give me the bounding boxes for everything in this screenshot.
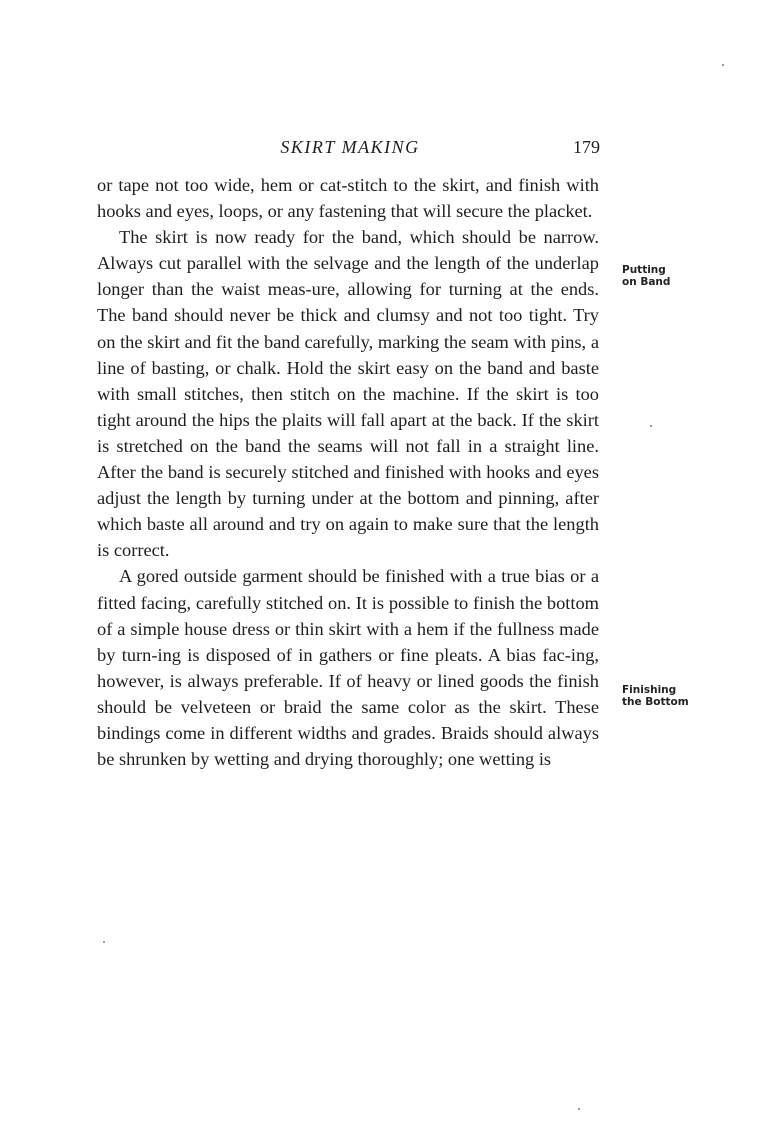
body-text	[97, 172, 599, 772]
paragraph-bottom: A gored outside garment should be finished with a true bias or a fitted facing, carefully stitched on. It is possible to finish the bottom of a simple house dress or thin skirt with a hem if the fullness made by turn-ing is disposed of in gathers or fine pleats. A bias fac-ing, however, is always preferable. If of heavy or lined goods the finish should be velveteen or braid the same color as the skirt. These bindings come in different widths and grades. Braids should always be shrunken by wetting and drying thoroughly; one wetting is	[97, 566, 599, 770]
margin-note-line: the Bottom	[622, 696, 689, 708]
chapter-title: SKIRT MAKING	[280, 137, 420, 157]
margin-note-line: on Band	[622, 276, 671, 288]
margin-note-line: Putting	[622, 264, 666, 276]
page-number: 179	[573, 137, 600, 157]
margin-note-finishing-the-bottom	[622, 684, 732, 708]
paragraph-placket: or tape not too wide, hem or cat-stitch to the skirt, and finish with hooks and eyes, loops, or any fastening that will secure the placket.	[97, 175, 599, 222]
margin-note-line: Finishing	[622, 684, 677, 696]
scan-speck	[103, 941, 105, 943]
paragraph-band: The skirt is now ready for the band, which should be narrow. Always cut parallel with the selvage and the length of the underlap longer than the waist meas-ure, allowing for turning at the ends. The band should never be thick and clumsy and not too tight. Try on the skirt and fit the band carefully, marking the seam with pins, a line of basting, or chalk. Hold the skirt easy on the band and baste with small stitches, then stitch on the machine. If the skirt is too tight around the hips the plaits will fall apart at the back. If the skirt is stretched on the band the seams will not fall in a straight line. After the band is securely stitched and finished with hooks and eyes adjust the length by turning under at the bottom and pinning, after which baste all around and try on again to make sure that the length is correct.	[97, 227, 599, 561]
scan-speck	[578, 1108, 580, 1110]
scan-speck	[650, 425, 652, 427]
scan-speck	[722, 64, 724, 66]
running-head	[100, 134, 600, 160]
margin-note-putting-on-band	[622, 264, 732, 288]
